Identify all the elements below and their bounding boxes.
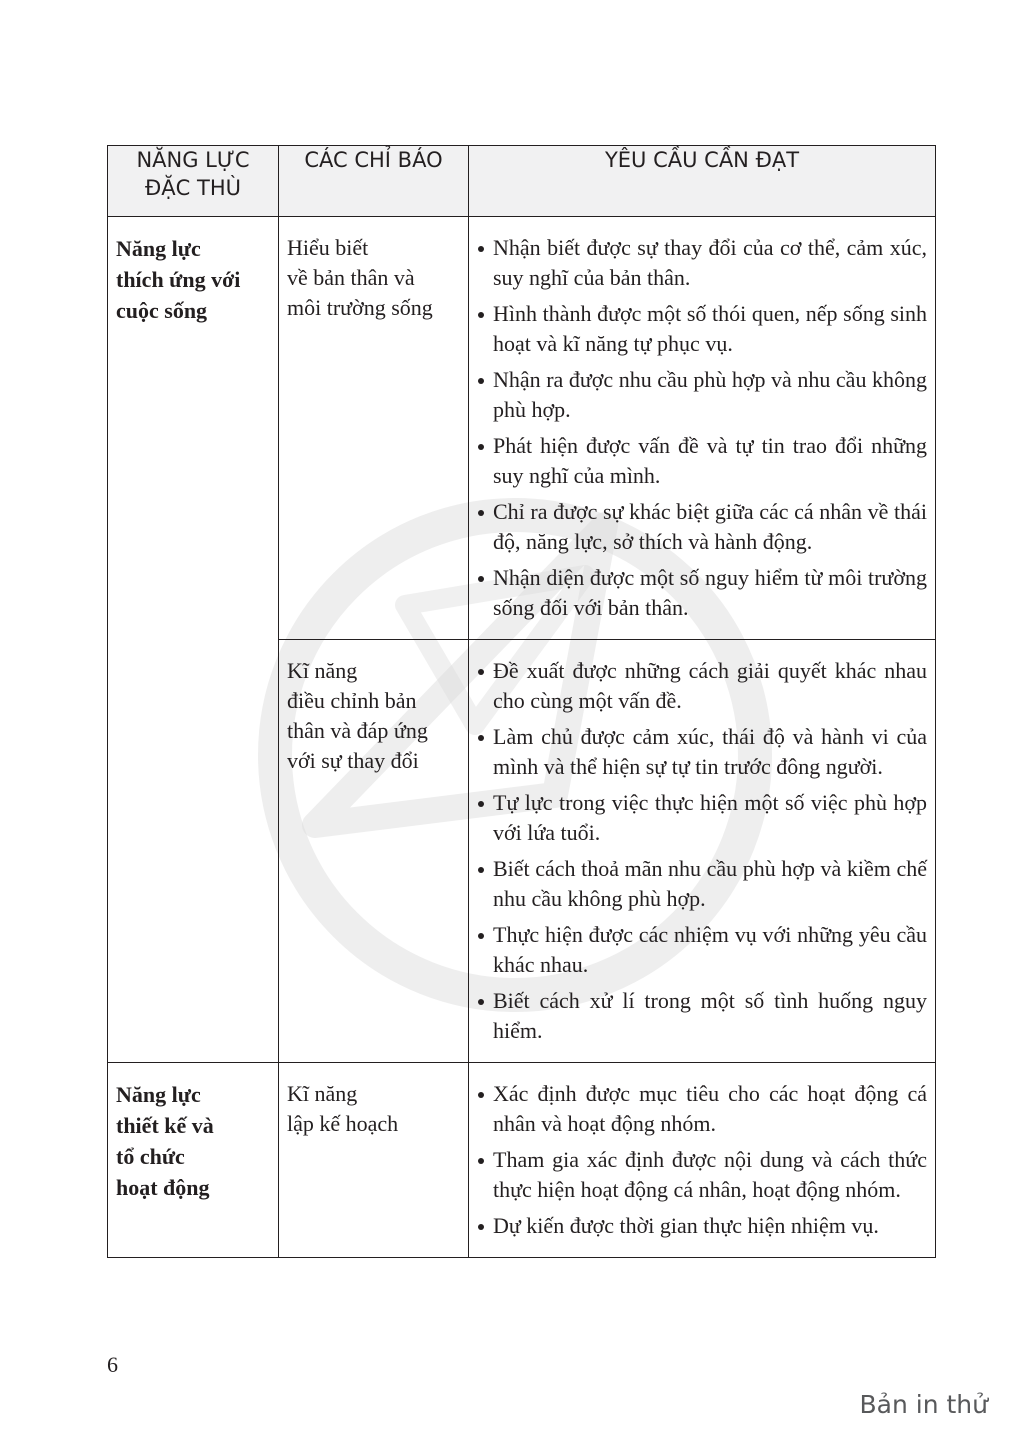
requirement-item: Đề xuất được những cách giải quyết khác nhau cho cùng một vấn đề.	[477, 656, 927, 716]
competency-name-line: thích ứng với	[116, 267, 241, 292]
requirements-list	[477, 233, 927, 623]
table-header-row	[108, 146, 936, 217]
table-row	[108, 1063, 936, 1258]
table-row	[108, 217, 936, 640]
header-specific-competency	[108, 146, 279, 217]
requirement-item: Xác định được mục tiêu cho các hoạt động cá nhân và hoạt động nhóm.	[477, 1079, 927, 1139]
requirements-list	[477, 1079, 927, 1241]
requirements-cell	[469, 1063, 936, 1258]
requirement-item: Phát hiện được vấn đề và tự tin trao đổi những suy nghĩ của mình.	[477, 431, 927, 491]
competency-name-cell	[108, 1063, 279, 1258]
indicator-cell	[279, 1063, 469, 1258]
indicator-label-line: với sự thay đổi	[287, 748, 419, 773]
indicator-label-line: Hiểu biết	[287, 235, 369, 260]
draft-print-label: Bản in thử	[859, 1390, 988, 1419]
requirement-item: Tự lực trong việc thực hiện một số việc phù hợp với lứa tuổi.	[477, 788, 927, 848]
requirement-item: Làm chủ được cảm xúc, thái độ và hành vi của mình và thể hiện sự tự tin trước đông người.	[477, 722, 927, 782]
header-requirements: YÊU CẦU CẦN ĐẠT	[469, 146, 936, 217]
indicator-label-line: Kĩ năng	[287, 1081, 358, 1106]
indicator-cell	[279, 217, 469, 640]
requirement-item: Dự kiến được thời gian thực hiện nhiệm vụ.	[477, 1211, 927, 1241]
requirement-item: Biết cách xử lí trong một số tình huống nguy hiểm.	[477, 986, 927, 1046]
competency-name-line: hoạt động	[116, 1175, 210, 1200]
requirement-item: Biết cách thoả mãn nhu cầu phù hợp và kiềm chế nhu cầu không phù hợp.	[477, 854, 927, 914]
indicator-label-line: về bản thân và	[287, 265, 415, 290]
requirement-item: Nhận ra được nhu cầu phù hợp và nhu cầu không phù hợp.	[477, 365, 927, 425]
competency-table	[107, 145, 936, 1258]
requirement-item: Tham gia xác định được nội dung và cách thức thực hiện hoạt động cá nhân, hoạt động nhóm.	[477, 1145, 927, 1205]
requirement-item: Hình thành được một số thói quen, nếp sống sinh hoạt và kĩ năng tự phục vụ.	[477, 299, 927, 359]
competency-name-line: thiết kế và	[116, 1113, 214, 1138]
header-indicators: CÁC CHỈ BÁO	[279, 146, 469, 217]
competency-name-line: tổ chức	[116, 1144, 185, 1169]
requirement-item: Nhận biết được sự thay đổi của cơ thể, cảm xúc, suy nghĩ của bản thân.	[477, 233, 927, 293]
requirement-item: Nhận diện được một số nguy hiểm từ môi trường sống đối với bản thân.	[477, 563, 927, 623]
competency-name-line: Năng lực	[116, 236, 201, 261]
header-specific-competency-line-2: ĐẶC THÙ	[145, 176, 241, 200]
competency-name-cell	[108, 217, 279, 1063]
competency-name-line: Năng lực	[116, 1082, 201, 1107]
requirements-cell	[469, 640, 936, 1063]
indicator-label-line: Kĩ năng	[287, 658, 358, 683]
indicator-cell	[279, 640, 469, 1063]
indicator-label-line: điều chỉnh bản	[287, 688, 417, 713]
indicator-label-line: môi trường sống	[287, 295, 433, 320]
page-number: 6	[107, 1352, 118, 1377]
header-specific-competency-line-1: NĂNG LỰC	[136, 148, 250, 172]
indicator-label-line: thân và đáp ứng	[287, 718, 428, 743]
requirement-item: Chỉ ra được sự khác biệt giữa các cá nhân về thái độ, năng lực, sở thích và hành động.	[477, 497, 927, 557]
indicator-label-line: lập kế hoạch	[287, 1111, 399, 1136]
requirements-cell	[469, 217, 936, 640]
requirements-list	[477, 656, 927, 1046]
requirement-item: Thực hiện được các nhiệm vụ với những yêu cầu khác nhau.	[477, 920, 927, 980]
competency-name-line: cuộc sống	[116, 298, 208, 323]
